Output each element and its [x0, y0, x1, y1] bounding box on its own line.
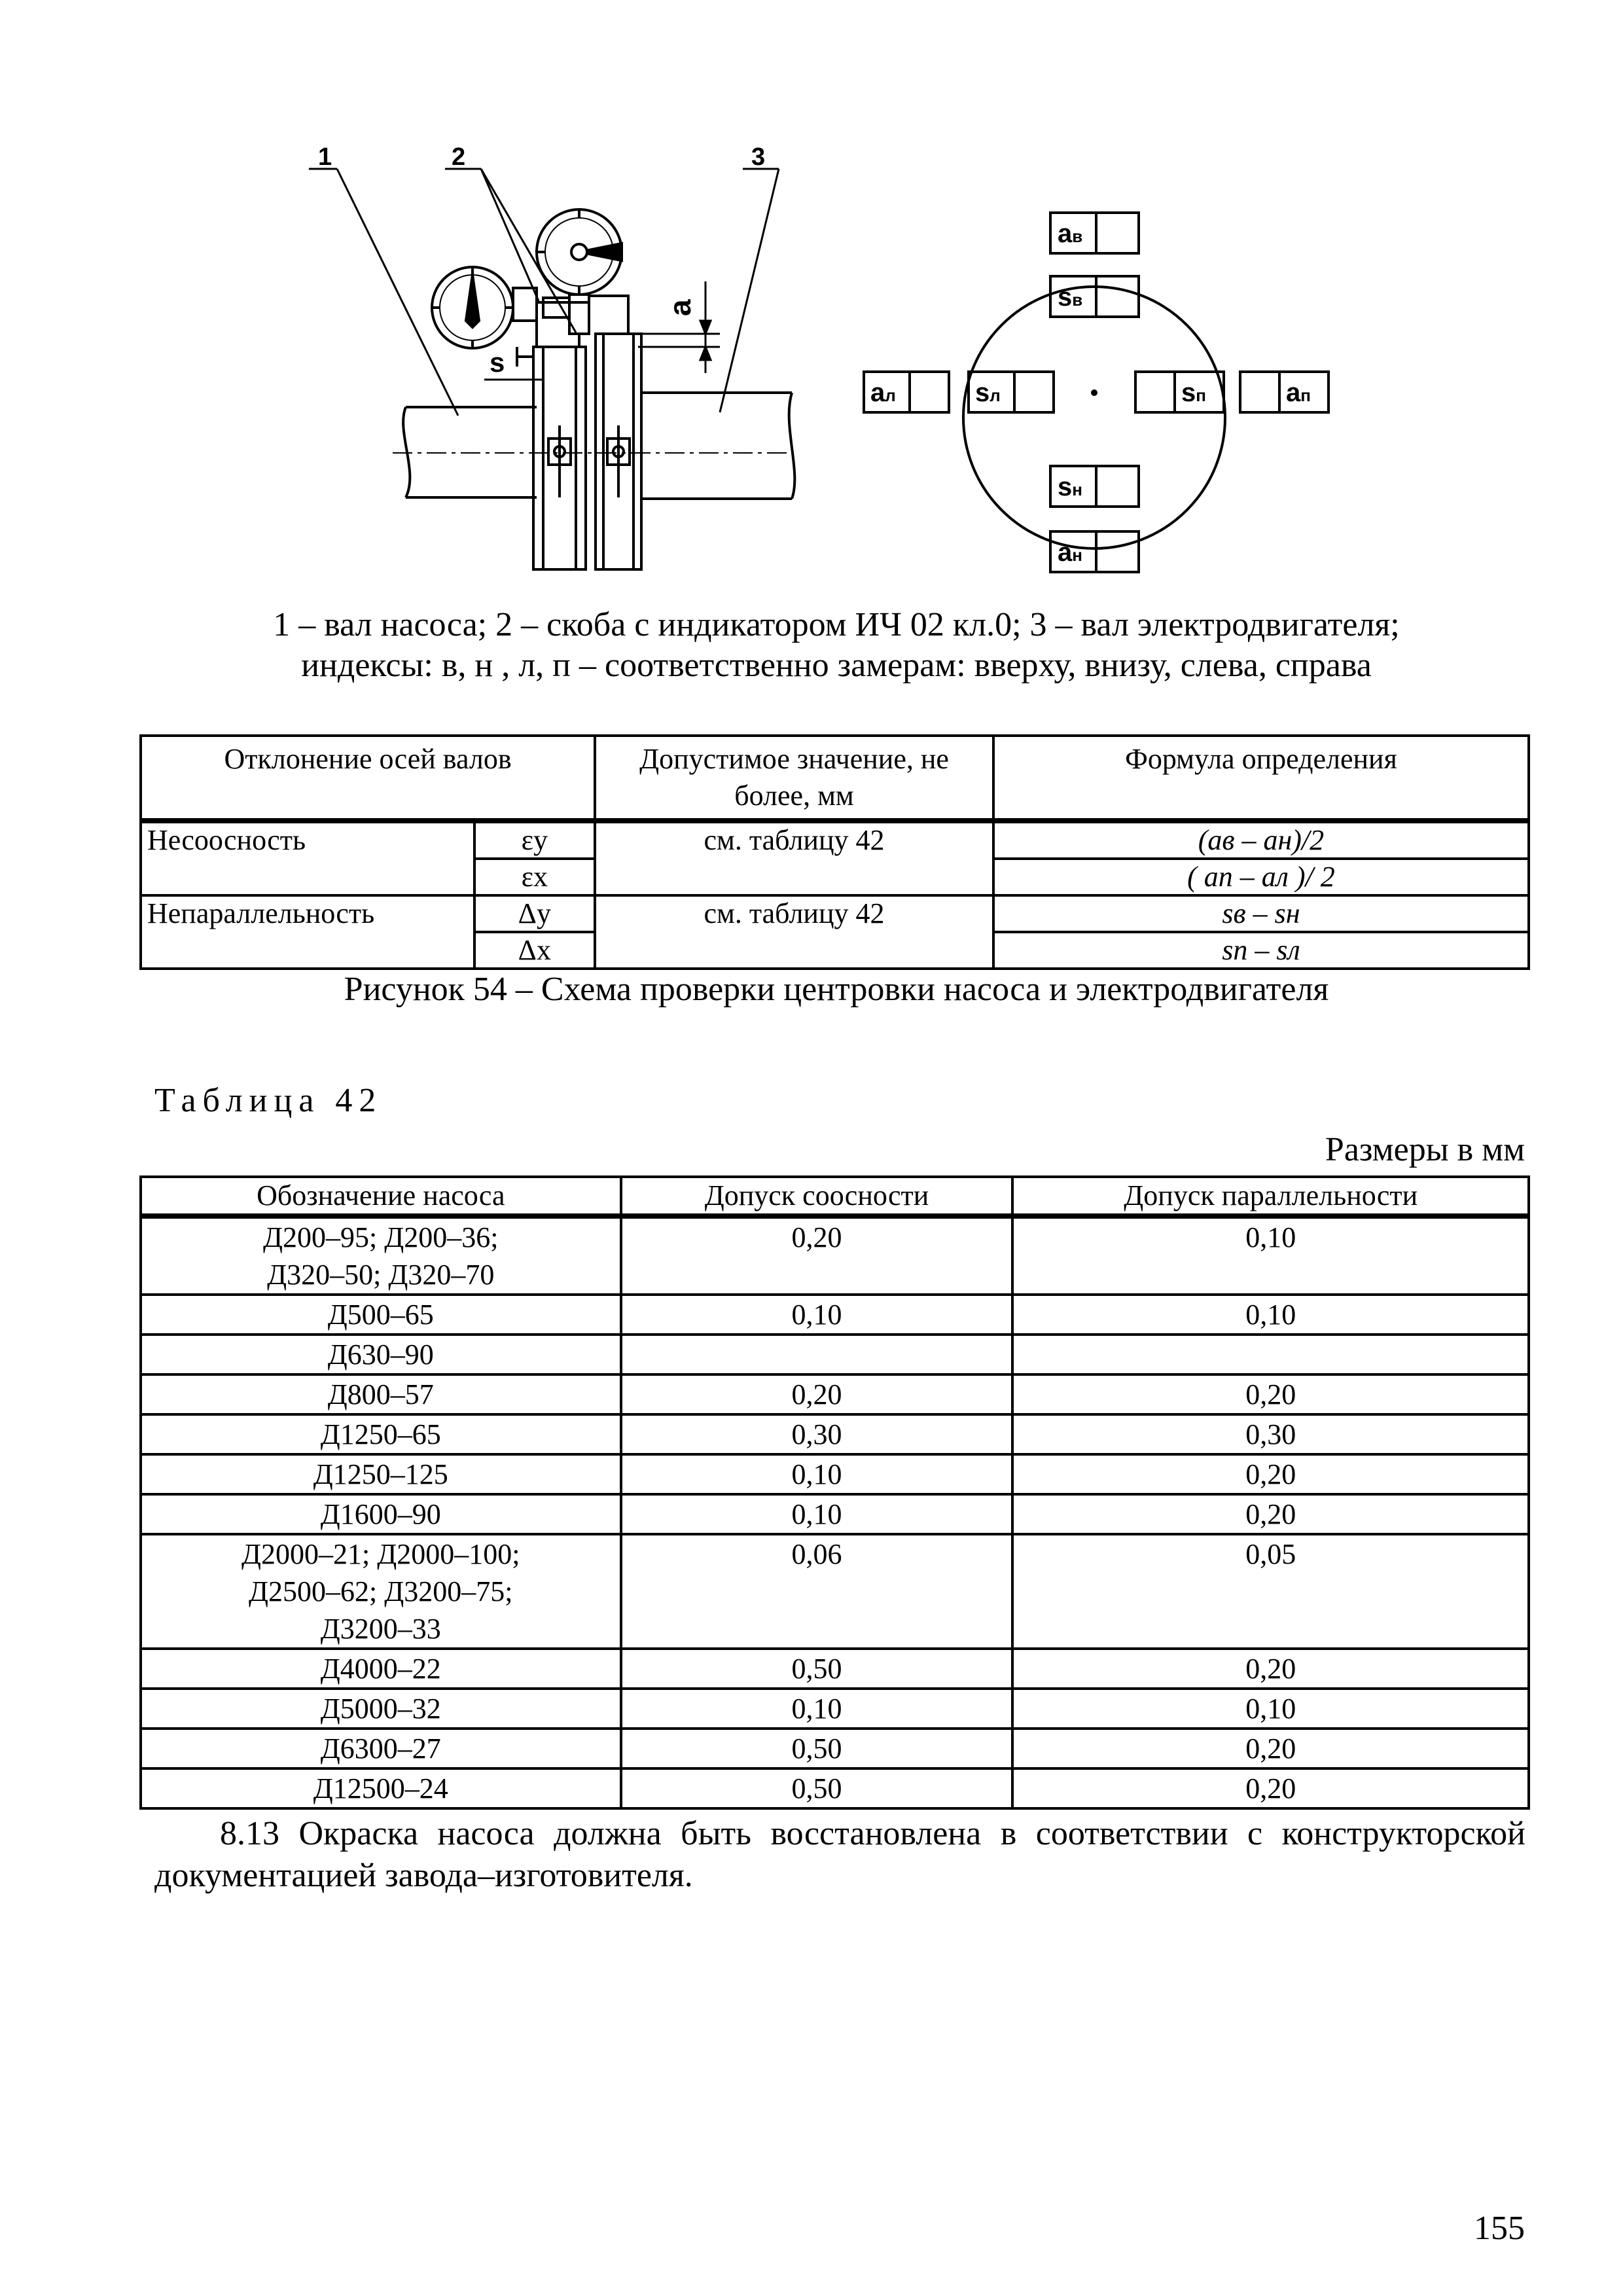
motor-shaft [641, 393, 794, 499]
alignment-tolerance [621, 1335, 1013, 1374]
deviation-allowed: см. таблицу 42 [595, 821, 993, 895]
parallel-tolerance: 0,20 [1012, 1494, 1529, 1534]
parallel-tolerance: 0,05 [1012, 1534, 1529, 1649]
pump-designation-line: Д12500–24 [313, 1772, 448, 1804]
table-row [141, 1729, 1529, 1768]
deviation-formula: (ав – ан)/2 [993, 821, 1529, 859]
alignment-tolerance: 0,10 [621, 1689, 1013, 1729]
pump-designation [141, 1768, 621, 1808]
alignment-tolerance: 0,50 [621, 1768, 1013, 1808]
dimension-a [638, 281, 720, 373]
deviation-allowed: см. таблицу 42 [595, 895, 993, 969]
scheme-circle [963, 287, 1225, 548]
alignment-tolerance: 0,10 [621, 1454, 1013, 1494]
dimension-a-label: а [663, 299, 697, 316]
table-units: Размеры в мм [1325, 1131, 1525, 1168]
paragraph-text: 8.13 Окраска насоса должна быть восстановлена в соответствии с конструкторской документацией завода–изготовителя. [154, 1815, 1525, 1894]
callout-1: 1 [318, 143, 332, 171]
parallel-tolerance [1012, 1335, 1529, 1374]
deviation-symbol: εy [474, 821, 596, 859]
parallel-tolerance: 0,10 [1012, 1216, 1529, 1295]
cell-s-left: sл [975, 378, 1001, 407]
scheme-center-dot [1091, 389, 1097, 396]
deviation-formula: ( ап – ал )/ 2 [993, 859, 1529, 895]
pump-designation-line: Д800–57 [327, 1378, 434, 1410]
pump-shaft [393, 407, 792, 497]
pump-designation [141, 1216, 621, 1295]
coupling-halves [533, 334, 641, 569]
alignment-tolerance: 0,50 [621, 1649, 1013, 1689]
pump-designation-line: Д320–50; Д320–70 [267, 1259, 495, 1291]
figure-callouts [318, 143, 765, 378]
table-row [141, 1295, 1529, 1335]
pump-designation [141, 1649, 621, 1689]
page-number: 155 [1474, 2210, 1525, 2247]
cell-s-bottom: sн [1058, 473, 1082, 501]
dial-indicator-top [537, 209, 622, 347]
pump-designation-line: Д1250–65 [320, 1418, 441, 1450]
coupling-assembly-drawing [309, 169, 794, 569]
table-row [141, 1534, 1529, 1649]
measurement-scheme [864, 213, 1329, 572]
table-header-row [141, 736, 1529, 821]
pump-designation-line: Д5000–32 [320, 1693, 441, 1725]
pump-designation-line: Д4000–22 [320, 1653, 441, 1685]
pump-designation-line: Д2500–62; Д3200–75; [249, 1575, 513, 1607]
figure-caption: Рисунок 54 – Схема проверки центровки насоса и электродвигателя [344, 971, 1329, 1008]
table-row [141, 1768, 1529, 1808]
alignment-tolerance: 0,10 [621, 1494, 1013, 1534]
table-row [141, 1494, 1529, 1534]
table-title: Таблица 42 [154, 1082, 383, 1119]
cell-a-left: ал [870, 378, 896, 407]
parallel-tolerance: 0,10 [1012, 1689, 1529, 1729]
alignment-tolerance: 0,10 [621, 1295, 1013, 1335]
parallel-tolerance: 0,20 [1012, 1649, 1529, 1689]
callout-2: 2 [452, 143, 466, 171]
pump-designation [141, 1414, 621, 1454]
table-header-row [141, 1177, 1529, 1216]
deviation-name: Непараллельность [141, 895, 474, 969]
deviation-formula: sв – sн [993, 895, 1529, 932]
header-pump: Обозначение насоса [141, 1177, 621, 1216]
pump-designation [141, 1335, 621, 1374]
deviation-formula: sп – sл [993, 932, 1529, 969]
deviation-symbol: εx [474, 859, 596, 895]
pump-designation-line: Д2000–21; Д2000–100; [241, 1538, 520, 1570]
legend-line-2: индексы: в, н , л, п – соответственно замерам: вверху, внизу, слева, справа [301, 647, 1372, 684]
parallel-tolerance: 0,20 [1012, 1454, 1529, 1494]
pump-designation [141, 1534, 621, 1649]
header-allowed: Допустимое значение, не более, мм [595, 736, 993, 821]
legend-line-1: 1 – вал насоса; 2 – скоба с индикатором ИЧ 02 кл.0; 3 – вал электродвигателя; [273, 606, 1400, 643]
table-row [141, 1649, 1529, 1689]
header-alignment: Допуск соосности [621, 1177, 1013, 1216]
table-row [141, 1454, 1529, 1494]
alignment-tolerance: 0,50 [621, 1729, 1013, 1768]
deviation-symbol: Δy [474, 895, 596, 932]
header-parallel: Допуск параллельности [1012, 1177, 1529, 1216]
cell-a-bottom: ан [1058, 538, 1082, 567]
cell-s-right: sп [1181, 378, 1206, 407]
callout-3: 3 [751, 143, 766, 171]
table-row [141, 1216, 1529, 1295]
pump-designation-line: Д1250–125 [313, 1458, 448, 1490]
alignment-tolerance: 0,30 [621, 1414, 1013, 1454]
parallel-tolerance: 0,20 [1012, 1374, 1529, 1414]
table-row [141, 1335, 1529, 1374]
alignment-tolerance: 0,20 [621, 1216, 1013, 1295]
pump-designation-line: Д1600–90 [320, 1498, 441, 1530]
pump-designation [141, 1374, 621, 1414]
shaft-deviation-table [139, 734, 1530, 970]
figure-54-drawing [0, 0, 1623, 602]
pump-designation [141, 1689, 621, 1729]
pump-tolerance-table [139, 1175, 1530, 1810]
dimension-s-label: s [490, 347, 505, 378]
table-row [141, 895, 1529, 932]
cell-s-top: sв [1058, 283, 1083, 312]
table-row [141, 821, 1529, 859]
figure-legend [139, 605, 1533, 686]
header-formula: Формула определения [993, 736, 1529, 821]
table-row [141, 1374, 1529, 1414]
pump-designation [141, 1454, 621, 1494]
alignment-tolerance: 0,20 [621, 1374, 1013, 1414]
pump-designation [141, 1494, 621, 1534]
header-deviation: Отклонение осей валов [141, 736, 595, 821]
paragraph-8-13 [154, 1813, 1525, 1897]
parallel-tolerance: 0,10 [1012, 1295, 1529, 1335]
table-row [141, 1414, 1529, 1454]
dial-indicator-left [432, 267, 589, 348]
pump-designation-line: Д200–95; Д200–36; [263, 1221, 499, 1253]
pump-designation [141, 1729, 621, 1768]
parallel-tolerance: 0,30 [1012, 1414, 1529, 1454]
cell-a-top: ав [1058, 219, 1083, 248]
pump-designation-line: Д3200–33 [320, 1613, 441, 1645]
pump-designation-line: Д630–90 [327, 1338, 434, 1371]
deviation-name: Несоосность [141, 821, 474, 895]
parallel-tolerance: 0,20 [1012, 1729, 1529, 1768]
cell-a-right: ап [1286, 378, 1311, 407]
pump-designation [141, 1295, 621, 1335]
alignment-tolerance: 0,06 [621, 1534, 1013, 1649]
pump-designation-line: Д6300–27 [320, 1732, 441, 1765]
table-row [141, 1689, 1529, 1729]
pump-designation-line: Д500–65 [327, 1299, 434, 1331]
deviation-symbol: Δx [474, 932, 596, 969]
parallel-tolerance: 0,20 [1012, 1768, 1529, 1808]
